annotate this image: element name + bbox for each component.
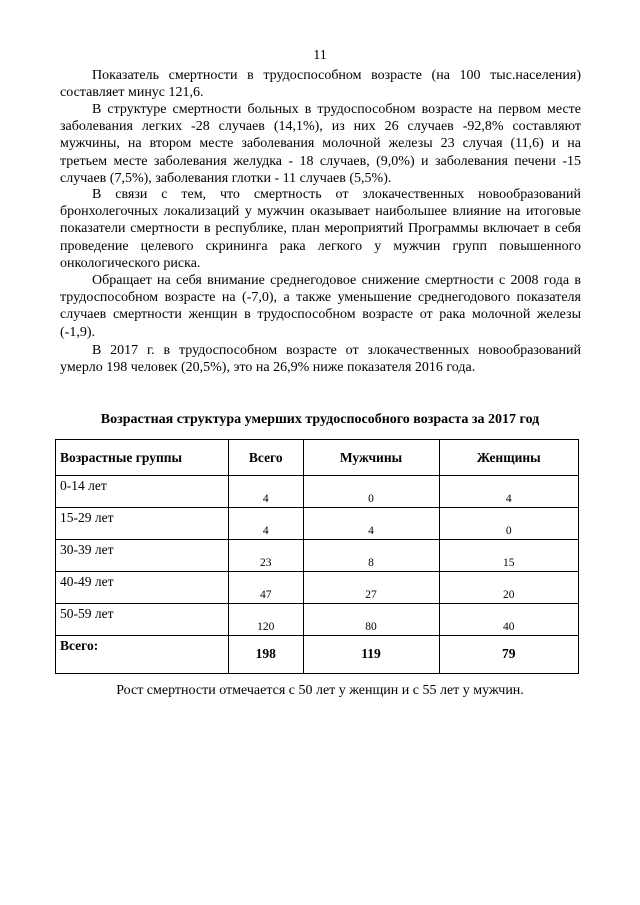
paragraph-mortality-rate: [60, 67, 581, 101]
row-women: 15: [439, 540, 578, 572]
paragraph-text: Обращает на себя внимание среднегодовое снижение смертности с 2008 года в трудоспособном возрасте на (-7,0), а также уменьшение среднегодового показателя случаев смертности женщин в трудоспособном возрасте от рака молочной железы (-1,9).: [60, 273, 581, 340]
row-men: 80: [303, 604, 439, 636]
paragraph-2017-deaths: [60, 342, 581, 376]
row-women: 0: [439, 508, 578, 540]
row-age-group: 0-14 лет: [56, 476, 229, 508]
header-women: Женщины: [439, 440, 578, 476]
table-row: [56, 604, 579, 636]
row-age-group: 40-49 лет: [56, 572, 229, 604]
row-men: 8: [303, 540, 439, 572]
row-men: 27: [303, 572, 439, 604]
row-total: 4: [229, 508, 304, 540]
row-men: 0: [303, 476, 439, 508]
row-women: 20: [439, 572, 578, 604]
header-men: Мужчины: [303, 440, 439, 476]
paragraph-mortality-structure: [60, 101, 581, 187]
age-structure-table: [55, 439, 579, 674]
row-age-group: 50-59 лет: [56, 604, 229, 636]
header-total: Всего: [229, 440, 304, 476]
paragraph-text: В структуре смертности больных в трудоспособном возрасте на первом месте заболевания легких -28 случаев (14,1%), из них 26 случаев -92,8% составляют мужчины, на втором месте заболевания молочной железы 23 случая (11,6) и на третьем месте заболевания желудка - 18 случаев, (9,0%) и заболевания печени -15 случаев (7,5%), заболевания глотки - 11 случаев (5,5%).: [60, 102, 581, 186]
total-all: 198: [229, 636, 304, 674]
table-header-row: [56, 440, 579, 476]
total-label: Всего:: [56, 636, 229, 674]
total-women: 79: [439, 636, 578, 674]
header-age-groups: Возрастные группы: [56, 440, 229, 476]
conclusion-text: Рост смертности отмечается с 50 лет у женщин и с 55 лет у мужчин.: [116, 683, 524, 698]
paragraph-text: Показатель смертности в трудоспособном возрасте (на 100 тыс.населения) составляет минус 121,6.: [60, 68, 581, 101]
total-men: 119: [303, 636, 439, 674]
row-age-group: 30-39 лет: [56, 540, 229, 572]
paragraph-mortality-decline: [60, 272, 581, 341]
table-row: [56, 508, 579, 540]
paragraph-text: В связи с тем, что смертность от злокачественных новообразований бронхолегочных локализаций у мужчин оказывает наибольшее влияние на итоговые показатели смертности в республике, план мероприятий Программы включает в себя проведение целевого скрининга рака легкого у мужчин групп повышенного онкологического риска.: [60, 187, 581, 271]
row-total: 23: [229, 540, 304, 572]
page-number: 11: [313, 48, 327, 63]
table-row: [56, 540, 579, 572]
row-age-group: 15-29 лет: [56, 508, 229, 540]
paragraph-screening-plan: [60, 186, 581, 272]
table-title: Возрастная структура умерших трудоспособного возраста за 2017 год: [100, 412, 540, 427]
table-row: [56, 572, 579, 604]
row-men: 4: [303, 508, 439, 540]
paragraph-text: В 2017 г. в трудоспособном возрасте от злокачественных новообразований умерло 198 человек (20,5%), это на 26,9% ниже показателя 2016 года.: [60, 343, 581, 376]
row-total: 47: [229, 572, 304, 604]
row-women: 40: [439, 604, 578, 636]
row-total: 120: [229, 604, 304, 636]
table-row: [56, 476, 579, 508]
row-women: 4: [439, 476, 578, 508]
table-total-row: [56, 636, 579, 674]
row-total: 4: [229, 476, 304, 508]
